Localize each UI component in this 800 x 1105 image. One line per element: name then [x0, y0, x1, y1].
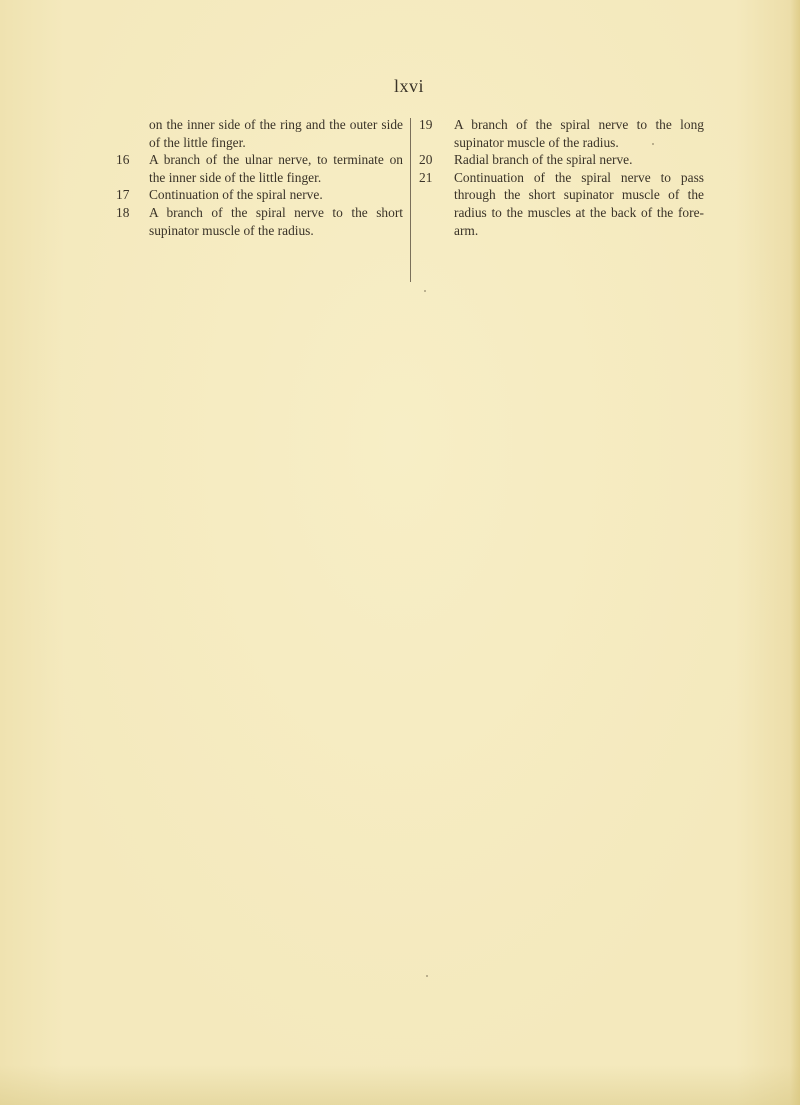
right-column [419, 116, 704, 239]
page-bottom-shadow [0, 1065, 800, 1105]
entry-text: Radial branch of the spiral nerve. [454, 152, 633, 168]
legend-entry-18 [114, 204, 403, 239]
paper-speck [424, 290, 426, 292]
entry-number: 21 [419, 169, 433, 185]
paper-speck [426, 975, 428, 977]
entry-number: 20 [419, 152, 433, 168]
paper-speck [652, 143, 654, 145]
entry-text: A branch of the ulnar nerve, to terminate on the inner side of the little finger. [149, 152, 403, 185]
left-column [114, 116, 403, 239]
page-edge-shadow [790, 0, 800, 1105]
continuation-text: on the inner side of the ring and the outer side of the little finger. [149, 117, 403, 150]
entry-number: 16 [116, 152, 130, 168]
entry-text: A branch of the spiral nerve to the short supinator muscle of the radius. [149, 204, 403, 238]
legend-entry-19 [419, 116, 704, 151]
column-divider [410, 118, 411, 282]
entry-number: 18 [116, 204, 130, 220]
entry-number: 17 [116, 187, 130, 203]
page-number: lxvi [393, 76, 424, 96]
entry-text: A branch of the spiral nerve to the long supinator muscle of the radius. [454, 117, 704, 150]
entry-text: Continuation of the spiral nerve. [149, 187, 323, 203]
legend-entry-16 [114, 151, 403, 186]
entry-number: 19 [419, 117, 433, 132]
entry-text: Continuation of the spiral nerve to pass through the short supinator muscle of the radius to the muscles at the back of the fore-arm. [454, 169, 704, 238]
legend-entry-21 [419, 169, 704, 239]
legend-entry-17 [114, 186, 403, 204]
legend-entry-20 [419, 151, 704, 169]
